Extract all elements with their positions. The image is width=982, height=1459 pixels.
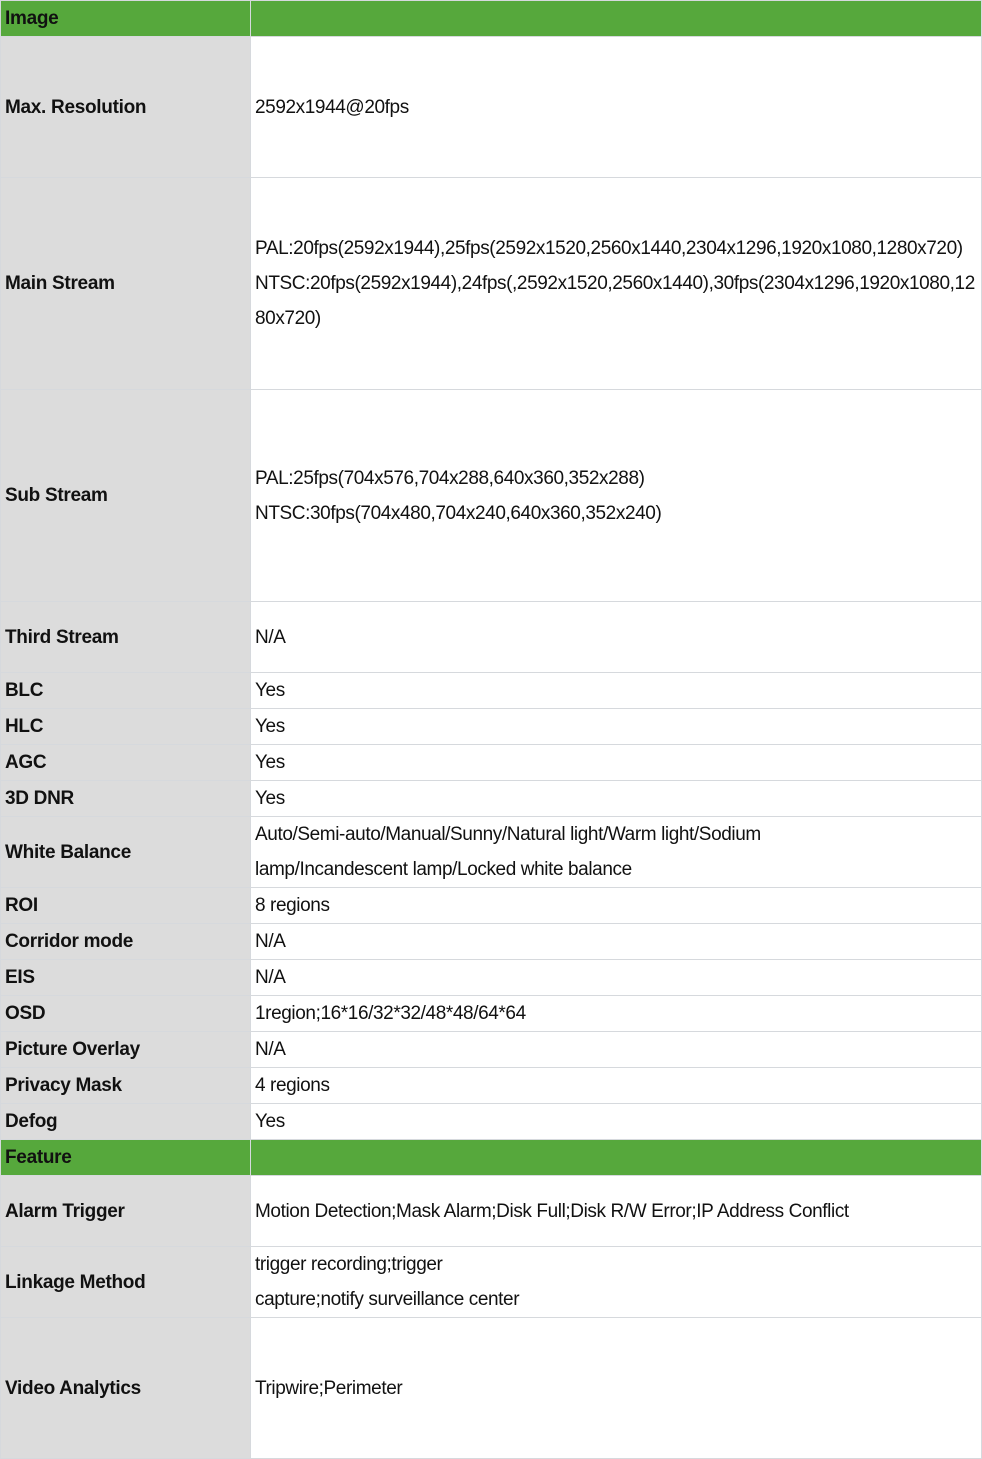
spec-label: Video Analytics: [1, 1318, 251, 1459]
spec-value-line: PAL:20fps(2592x1944),25fps(2592x1520,2560x1440,2304x1296,1920x1080,1280x720): [255, 238, 963, 259]
spec-value: [251, 602, 982, 673]
spec-value-line: Auto/Semi-auto/Manual/Sunny/Natural light/Warm light/Sodium: [255, 824, 761, 845]
spec-label: ROI: [1, 888, 251, 924]
spec-value-line: Yes: [255, 1111, 285, 1132]
spec-value-line: 1region;16*16/32*32/48*48/64*64: [255, 1003, 526, 1024]
spec-label: AGC: [1, 745, 251, 781]
spec-value-line: NTSC:20fps(2592x1944),24fps(,2592x1520,2560x1440),30fps(2304x1296,1920x1080,1280x720): [255, 273, 975, 329]
spec-label: Alarm Trigger: [1, 1176, 251, 1247]
spec-value-line: Motion Detection;Mask Alarm;Disk Full;Disk R/W Error;IP Address Conflict: [255, 1200, 849, 1222]
spec-label: Defog: [1, 1104, 251, 1140]
spec-value-line: Yes: [255, 788, 285, 809]
spec-value: [251, 1176, 982, 1247]
spec-value: [251, 1104, 982, 1140]
spec-value-line: N/A: [255, 1039, 286, 1060]
spec-row-defog: [1, 1104, 982, 1140]
spec-row-corridor-mode: [1, 924, 982, 960]
spec-label: White Balance: [1, 817, 251, 888]
spec-value: [251, 745, 982, 781]
spec-value-line: N/A: [255, 967, 286, 988]
spec-row-3d-dnr: [1, 781, 982, 817]
spec-value: [251, 1068, 982, 1104]
spec-label: 3D DNR: [1, 781, 251, 817]
spec-value-line: Yes: [255, 716, 285, 737]
spec-value: [251, 924, 982, 960]
spec-row-picture-overlay: [1, 1032, 982, 1068]
spec-row-linkage-method: [1, 1247, 982, 1318]
spec-value: [251, 817, 982, 888]
spec-row-sub-stream: [1, 390, 982, 602]
spec-label: BLC: [1, 673, 251, 709]
spec-label: Sub Stream: [1, 390, 251, 602]
spec-label: Corridor mode: [1, 924, 251, 960]
spec-value: [251, 1247, 982, 1318]
spec-value: [251, 1032, 982, 1068]
spec-value: [251, 1318, 982, 1459]
spec-label: Picture Overlay: [1, 1032, 251, 1068]
spec-row-eis: [1, 960, 982, 996]
spec-row-alarm-trigger: [1, 1176, 982, 1247]
spec-row-main-stream: [1, 178, 982, 390]
spec-row-privacy-mask: [1, 1068, 982, 1104]
spec-value: [251, 996, 982, 1032]
spec-value-line: Yes: [255, 752, 285, 773]
spec-label: Main Stream: [1, 178, 251, 390]
spec-label: Linkage Method: [1, 1247, 251, 1318]
spec-value-line: Tripwire;Perimeter: [255, 1377, 403, 1399]
spec-value-line: NTSC:30fps(704x480,704x240,640x360,352x240): [255, 502, 662, 524]
spec-row-osd: [1, 996, 982, 1032]
spec-value: [251, 390, 982, 602]
spec-value-line: N/A: [255, 931, 286, 952]
spec-value-line: N/A: [255, 626, 286, 648]
spec-value-line: PAL:25fps(704x576,704x288,640x360,352x288): [255, 467, 645, 489]
spec-row-agc: [1, 745, 982, 781]
spec-value-line: lamp/Incandescent lamp/Locked white balance: [255, 859, 632, 880]
section-title: Image: [1, 1, 251, 37]
spec-label: Privacy Mask: [1, 1068, 251, 1104]
spec-row-video-analytics: [1, 1318, 982, 1459]
spec-label: Third Stream: [1, 602, 251, 673]
spec-value-line: 8 regions: [255, 895, 330, 916]
section-title: Feature: [1, 1140, 251, 1176]
spec-value: [251, 37, 982, 178]
spec-value: [251, 781, 982, 817]
spec-label: OSD: [1, 996, 251, 1032]
spec-label: Max. Resolution: [1, 37, 251, 178]
spec-value-line: capture;notify surveillance center: [255, 1289, 520, 1310]
spec-label: HLC: [1, 709, 251, 745]
spec-value-line: Yes: [255, 680, 285, 701]
spec-row-max-resolution: [1, 37, 982, 178]
spec-row-white-balance: [1, 817, 982, 888]
section-header-image: [1, 1, 982, 37]
spec-value: [251, 960, 982, 996]
spec-value-line: 4 regions: [255, 1075, 330, 1096]
spec-value: [251, 709, 982, 745]
spec-value: [251, 178, 982, 390]
section-header-fill: [251, 1, 982, 37]
spec-row-blc: [1, 673, 982, 709]
spec-row-third-stream: [1, 602, 982, 673]
spec-label: EIS: [1, 960, 251, 996]
spec-value: [251, 888, 982, 924]
section-header-feature: [1, 1140, 982, 1176]
spec-table-body: [1, 1, 982, 1459]
spec-value-line: 2592x1944@20fps: [255, 96, 409, 118]
spec-value-line: trigger recording;trigger: [255, 1254, 443, 1275]
spec-value: [251, 673, 982, 709]
section-header-fill: [251, 1140, 982, 1176]
spec-row-roi: [1, 888, 982, 924]
spec-row-hlc: [1, 709, 982, 745]
